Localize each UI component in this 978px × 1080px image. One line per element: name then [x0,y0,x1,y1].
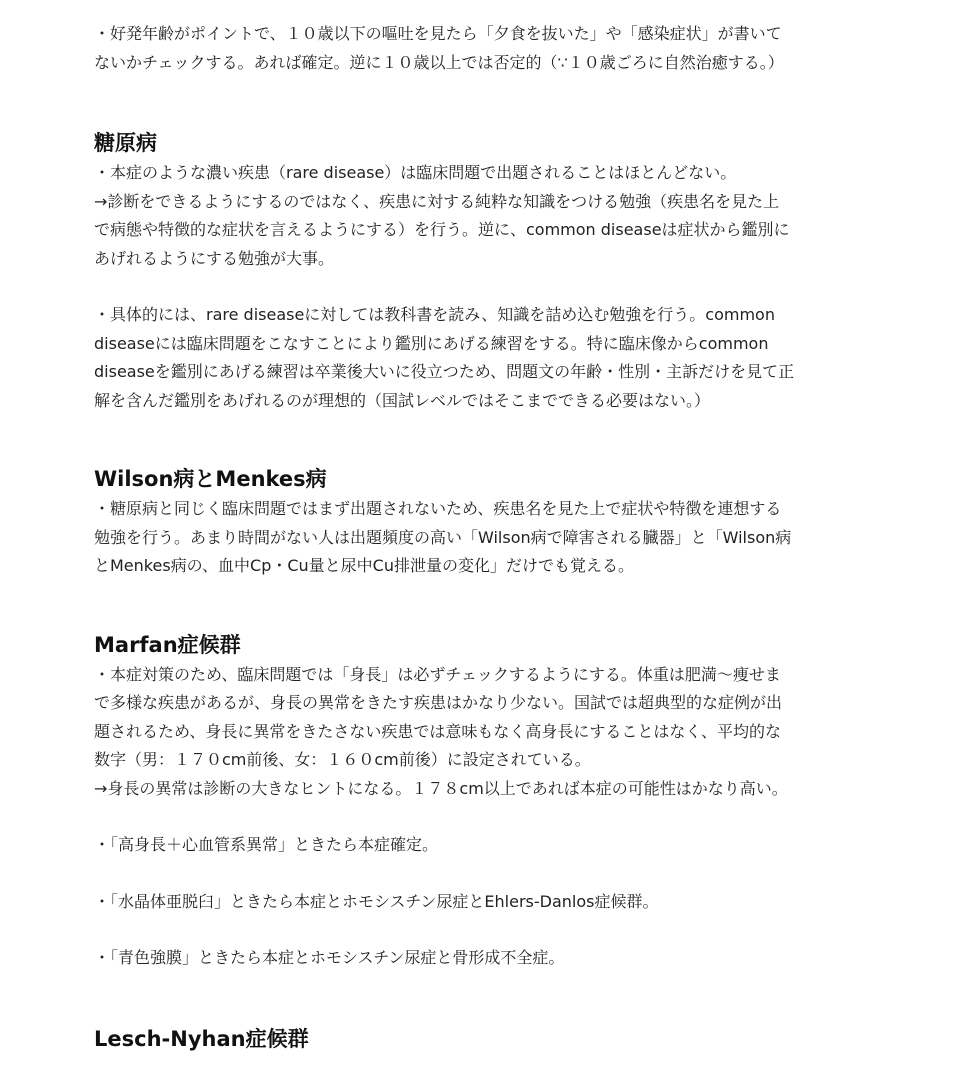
section-glycogen-storage [94,129,894,415]
section-heading: Wilson病とMenkes病 [94,467,327,491]
text-line: ないかチェックする。あれば確定。逆に１０歳以上では否定的（∵１０歳ごろに自然治癒する。） [94,52,784,72]
text-line: diseaseには臨床問題をこなすことにより鑑別にあげる練習をする。特に臨床像からcommon [94,333,769,353]
text-line: とMenkes病の、血中Cp・Cu量と尿中Cu排泄量の変化」だけでも覚える。 [94,556,634,575]
text-line: →身長の異常は診断の大きなヒントになる。１７８cm以上であれば本症の可能性はかなり高い。 [94,778,788,798]
section-heading: Lesch-Nyhan症候群 [94,1026,309,1051]
text-line: ・本症のような濃い疾患（rare disease）は臨床問題で出題されることはほとんどない。 [94,163,737,182]
paragraph [94,888,894,917]
paragraph [94,495,894,581]
section-heading: Marfan症候群 [94,632,241,657]
text-line: ・好発年齢がポイントで、１０歳以下の嘔吐を見たら「夕食を抜いた」や「感染症状」が書いて [94,24,782,43]
text-line: diseaseを鑑別にあげる練習は卒業後大いに役立つため、問題文の年齢・性別・主訴だけを見て正 [94,362,795,381]
text-line: で病態や特徴的な症状を言えるようにする）を行う。逆に、common diseaseは症状から鑑別に [94,220,790,239]
document-page [94,20,894,1053]
paragraph [94,661,894,804]
text-line: 解を含んだ鑑別をあげれるのが理想的（国試レベルではそこまでできる必要はない。） [94,390,711,410]
section-lesch-nyhan [94,1025,894,1053]
text-line: ・「水晶体亜脱臼」ときたら本症とホモシスチン尿症とEhlers-Danlos症候群。 [94,891,659,911]
text-line: ・糖原病と同じく臨床問題ではまず出題されないため、疾患名を見た上で症状や特徴を連想する [94,499,782,518]
paragraph [94,159,894,273]
paragraph [94,301,894,415]
section-wilson-menkes [94,465,894,581]
text-line: 勉強を行う。あまり時間がない人は出題頻度の高い「Wilson病で障害される臓器」と「Wilson病 [94,527,792,547]
text-line: で多様な疾患があるが、身長の異常をきたす疾患はかなり少ない。国試では超典型的な症例が出 [94,693,783,712]
text-line: →診断をできるようにするのではなく、疾患に対する純粋な知識をつける勉強（疾患名を見た上 [94,191,780,211]
section-heading: 糖原病 [94,131,157,155]
text-line: ・具体的には、rare diseaseに対しては教科書を読み、知識を詰め込む勉強を行う。common [94,305,775,324]
text-line: ・本症対策のため、臨床問題では「身長」は必ずチェックするようにする。体重は肥満〜痩せま [94,664,781,684]
text-line: 題されるため、身長に異常をきたさない疾患では意味もなく高身長にすることはなく、平均的な [94,721,782,741]
text-line: あげれるようにする勉強が大事。 [94,248,335,268]
text-line: ・「高身長＋心血管系異常」ときたら本症確定。 [94,835,439,854]
section-marfan [94,631,894,973]
text-line: ・「青色強膜」ときたら本症とホモシスチン尿症と骨形成不全症。 [94,948,565,967]
intro-paragraph [94,20,894,77]
text-line: 数字（男：１７０cm前後、女：１６０cm前後）に設定されている。 [94,750,591,769]
paragraph [94,944,894,973]
paragraph [94,831,894,860]
